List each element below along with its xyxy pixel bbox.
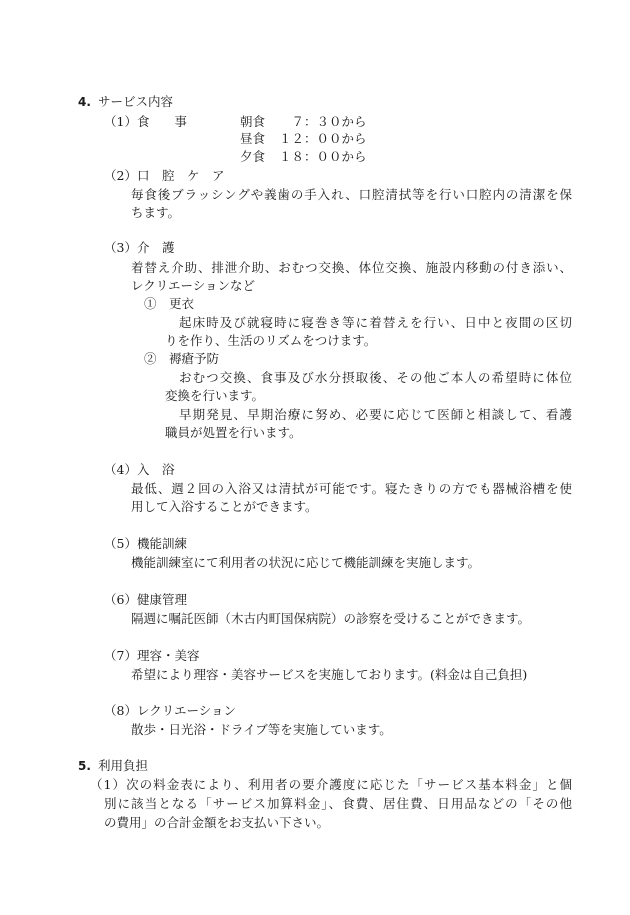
oral-text-line: 毎食後ブラッシングや義歯の手入れ、口腔清拭等を行い口腔内の清潔を保: [131, 187, 572, 202]
section-5-number: 5.: [78, 759, 91, 773]
bedsore-text-line: 職員が処置を行います。: [165, 425, 302, 440]
care-heading: （3）介 護: [104, 240, 175, 255]
training-text-line: 機能訓練室にて利用者の状況に応じて機能訓練を実施します。: [131, 555, 481, 570]
lunch-time: １２：００から: [279, 131, 367, 146]
health-text-line: 隔週に嘱託医師（木古内町国保病院）の診察を受けることができます。: [131, 611, 531, 626]
bedsore-text-line: 変換を行います。: [165, 388, 265, 403]
training-heading: （5）機能訓練: [104, 536, 187, 551]
health-heading: （6）健康管理: [104, 592, 187, 607]
breakfast-time: ７：３０から: [279, 114, 367, 129]
beauty-heading: （7）理容・美容: [104, 648, 200, 663]
dressing-text-line: りを作り、生活のリズムをつけます。: [165, 333, 377, 348]
dressing-text-line: 起床時及び就寝時に寝巻き等に着替えを行い、日中と夜間の区切: [179, 315, 572, 330]
dressing-heading: ① 更衣: [144, 296, 195, 311]
lunch-label: 昼食: [240, 131, 266, 146]
meals-heading: （1）食 事: [104, 114, 187, 129]
care-text-line: 着替え介助、排泄介助、おむつ交換、体位交換、施設内移動の付き添い、: [131, 260, 572, 275]
section-5-title: 利用負担: [98, 758, 149, 773]
fee-text-line: の費用」の合計金額をお支払い下さい。: [104, 815, 330, 830]
bath-text-line: 最低、週２回の入浴又は清拭が可能です。寝たきりの方でも器械浴槽を使: [131, 481, 572, 496]
bedsore-text-line: おむつ交換、食事及び水分摂取後、その他ご本人の希望時に体位: [179, 370, 572, 385]
recreation-text-line: 散歩・日光浴・ドライブ等を実施しています。: [131, 722, 392, 737]
dinner-time: １８：００から: [279, 149, 367, 164]
section-4-number: 4.: [78, 95, 91, 109]
section-4-title: サービス内容: [98, 94, 174, 109]
oral-heading: （2）口 腔 ケ ア: [104, 168, 225, 183]
bedsore-text-line: 早期発見、早期治療に努め、必要に応じて医師と相談して、看護: [179, 407, 572, 422]
oral-text-line: ちます。: [131, 205, 181, 220]
fee-text-line: （1）次の料金表により、利用者の要介護度に応じた「サービス基本料金」と個: [90, 777, 572, 792]
beauty-text-line: 希望により理容・美容サービスを実施しております。(料金は自己負担): [131, 667, 528, 682]
bath-text-line: 用して入浴することができます。: [131, 499, 318, 514]
bedsore-heading: ② 褥瘡予防: [144, 351, 220, 366]
recreation-heading: （8）レクリエーション: [104, 703, 236, 718]
fee-text-line: 別に該当となる「サービス加算料金」、食費、居住費、日用品などの「その他: [104, 796, 572, 811]
care-text-line: レクリエーションなど: [131, 278, 256, 293]
bath-heading: （4）入 浴: [104, 462, 175, 477]
dinner-label: 夕食: [240, 149, 266, 164]
breakfast-label: 朝食: [240, 114, 266, 129]
